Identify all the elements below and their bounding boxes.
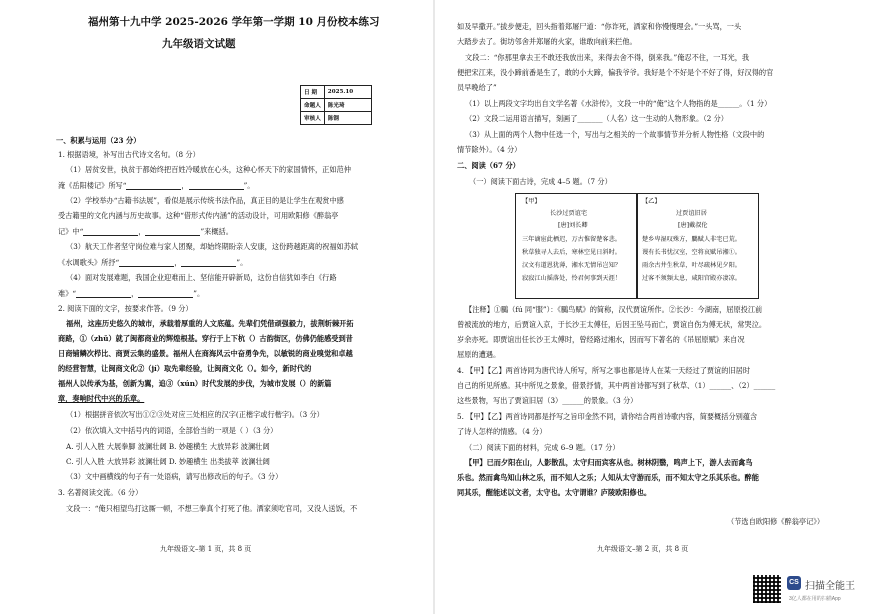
text-line: 难》“ ， ”。: [58, 289, 205, 298]
poem-line: 楚乡卑湿叹殊方，鵩赋人非宅已荒。: [642, 236, 741, 243]
text-line: （1）居贫安世，执贫于都始终把百姓冷暖放在心头，这种心怀天下的家国情怀，正如范仲: [66, 165, 351, 174]
question-3: 3. 名著阅读交流。（6 分）: [58, 488, 143, 497]
text-line: （二）阅读下面的材料，完成 6–9 题。（17 分）: [465, 443, 620, 452]
text-line: （2）学校举办“古籍书法展”，看似是展示传统书法作品，真正目的是让学生在观赏中感: [66, 196, 344, 205]
source-note: （节选自欧阳修《醉翁亭记》）: [727, 517, 825, 526]
annotation-line: 【注释】①鵩（fú 同“服”）：《鵩鸟赋》的简称，汉代贾谊所作。②长沙：今湖南，屈原投江前: [465, 305, 763, 314]
poem-line: 谩有长书忧汉室，空将哀赋吊湘①。: [642, 249, 741, 256]
text-line: 情节除外）。（4 分）: [457, 145, 522, 154]
poem-author: [唐]刘长卿: [558, 222, 588, 229]
poem-line: 寂寂江山摇落处，怜君何事到天涯！: [522, 275, 621, 282]
info-label: 日 期: [301, 86, 325, 99]
poem-divider: [636, 194, 638, 298]
option-row: C. 引人入胜 大放异彩 波澜壮阔 D. 妙趣横生 出类拔萃 波澜壮阔: [66, 457, 270, 466]
text-line: （3）航天工作者坚守岗位难与家人团聚，却始终期盼亲人安康，这份跨越距离的祝福如苏轼: [66, 242, 359, 251]
info-value: 陈光琦: [324, 99, 371, 112]
text-line: 淹《岳阳楼记》所写“ ， ”。: [58, 181, 255, 190]
poem-line: 过客不须频太息，咸阳宫殿亦凄凉。: [642, 275, 741, 282]
question-2: 2. 阅读下面的文字，按要求作答。（9 分）: [58, 304, 193, 313]
page-footer: 九年级语文–第 1 页，共 8 页: [160, 545, 252, 553]
text-line: （3）文中画横线的句子有一处语病，请写出修改后的句子。（3 分）: [66, 472, 283, 481]
text-line: 自己的所见所感。其中所见之景象，借景抒情，其中两首诗都写到了秋草、（1）______、（2）______: [457, 381, 776, 390]
text-line: （1）根据拼音依次写出①②③处对应三处相应的汉字(正楷字或行楷字)。（3 分）: [66, 410, 324, 419]
poem-box: [515, 193, 759, 299]
poem-line: 三年谪宦此栖迟，万古惟留楚客悲。: [522, 236, 621, 243]
section-heading: 一、积累与运用（23 分）: [56, 136, 141, 145]
passage-line: 福州，这座历史悠久的城市，承载着厚重的人文底蕴。先辈们凭借顽强毅力，拔荆斩棘开拓: [66, 319, 354, 328]
passage-line: 同其乐，醒能述以文者，太守也。太守谓谁？庐陵欧阳修也。: [457, 488, 652, 497]
text-line: 《水调歌头》所抒“ ， ”。: [58, 258, 248, 267]
text-line: 了诗人怎样的情感。（4 分）: [457, 427, 547, 436]
scanner-logo-icon: CS: [787, 576, 801, 590]
info-table: [300, 85, 372, 125]
passage-line: 章，奏响时代中兴的乐章。: [58, 394, 145, 403]
text-line: （2）文段二运用语言描写，刻画了_______（人名）这一生动的人物形象。（2 分）: [465, 114, 728, 123]
passage-line: 【甲】已而夕阳在山，人影散乱，太守归而宾客从也。树林阴翳，鸣声上下，游人去而禽鸟: [465, 458, 753, 467]
text-line: （3）从上面的两个人物中任选一个，写出与之相关的一个故事情节并分析人物性格（文段中的: [465, 130, 765, 139]
page-fold: [433, 0, 435, 614]
annotation-line: 曾被流放的地方，后贾谊入京，于长沙王太傅任，后因王坠马而亡，贾谊自伤为傅无状，常哭泣。: [457, 320, 767, 329]
exam-page-1: [0, 0, 432, 614]
option-row: A. 引人入胜 大展拳脚 波澜壮阔 B. 妙趣横生 大放异彩 波澜壮阔: [66, 442, 270, 451]
scanner-tagline: 3亿人都在用的扫描App: [789, 596, 841, 602]
poem-title: 过贾谊旧居: [676, 210, 707, 217]
section-heading: 二、阅读（67 分）: [457, 161, 520, 170]
text-line: 如及早撒开。”拔步便走，回头指着郑屠尸道：“你诈死，洒家和你慢慢理会。”一头骂，一头: [457, 22, 742, 31]
question-4: 4. 【甲】【乙】两首诗同为唐代诗人所写，所写之事也都是诗人在某一天经过了贾谊的旧居时: [457, 366, 751, 375]
info-label: 命题人: [301, 99, 325, 112]
poem-tag: 【乙】: [642, 198, 661, 205]
text-line: 记》中“ ， ”来概括。: [58, 227, 233, 236]
scanner-brand: 扫描全能王: [805, 581, 855, 592]
poem-line: 秋草独寻人去后，寒林空见日斜时。: [522, 249, 621, 256]
poem-title: 长沙过贾谊宅: [550, 210, 588, 217]
text-line: 这些景物，写出了贾谊旧居（3）______的景象。（3 分）: [457, 396, 638, 405]
passage-line: 的经营智慧，让闽商文化②（jí）取先辈经验，让闽商文化（）。如今，新时代的: [58, 364, 312, 373]
poem-tag: 【甲】: [522, 198, 541, 205]
annotation-line: 屈原的遭遇。: [457, 350, 501, 359]
exam-page-2: [437, 0, 870, 614]
exam-subtitle: 九年级语文试题: [162, 38, 236, 50]
text-line: 便把宋江来，没小蹄前番是生了，敢的小大蹄，偏我爷爷。我好是个不好是个不好了得，好汉得的官: [457, 68, 774, 77]
passage-line: 乐也。然而禽鸟知山林之乐，而不知人之乐；人知从太守游而乐，而不知太守之乐其乐也。醉能: [457, 473, 759, 482]
text-line: （1）以上两段文字均出自文学名著《水浒传》，文段一中的“俺”这个人物指的是______。（1 分）: [465, 99, 772, 108]
info-value: 陈钢: [324, 112, 371, 125]
question-5: 5. 【甲】【乙】两首诗同都是抒写之旨印金然不同，请你结合两首诗歌内容，简要概括分别蕴含: [457, 412, 758, 421]
passage-line: 商路，①（zhǔ）就了闽都商业的辉煌根基。穿行于上下杭（）古韵街区，仿佛仍能感受到昔: [58, 334, 353, 343]
poem-author: [唐]戴叔伦: [678, 222, 708, 229]
text-line: 受古籍里的文化内涵与历史故事。这种“借形式传内涵”的活动设计，可用欧阳修《醉翁亭: [58, 211, 339, 220]
text-line: 文段一：“俺只相望鸟打这厮一顿，不想三拳真个打死了他。洒家须吃官司，又没人送饭，不: [66, 504, 358, 513]
page-footer: 九年级语文–第 2 页，共 8 页: [597, 545, 689, 553]
exam-title: 福州第十九中学 2025-2026 学年第一学期 10 月份校本练习: [88, 16, 380, 28]
qr-code: [753, 575, 781, 603]
poem-line: 雨余古井生秋草，叶尽疏林见夕阳。: [642, 262, 741, 269]
passage-line: 日商铺鳞次栉比、商贾云集的盛景。福州人在商海风云中奋勇争先，以敏锐的商业嗅觉和卓越: [58, 349, 353, 358]
text-line: （4）面对发展难题，我国企业迎难而上、坚信能开辟新局，这份自信犹如李白《行路: [66, 273, 337, 282]
text-line: 员早晚给了”: [457, 83, 497, 92]
poem-line: 汉文有道恩犹薄，湘水无情吊岂知？: [522, 262, 621, 269]
text-line: 文段二：“你那里拿去王不敢还我放出来，来得去舍不得，倒来我。”俺忍不住，一耳光，我: [465, 53, 750, 62]
info-value: 2025.10: [324, 86, 371, 99]
info-label: 审核人: [301, 112, 325, 125]
question-1: 1. 根据语境，补写出古代诗文名句。（8 分）: [58, 150, 200, 159]
passage-line: 福州人以传承为基，创新为翼，追③（xún）时代发展的步伐，为城市发展（）的新篇: [58, 379, 332, 388]
annotation-line: 岁余亦死。即贾谊出任长沙王太傅时，曾经路过湘水，因而写下著名的《吊屈原赋》来自况: [457, 335, 745, 344]
text-line: （2）依次填入文中括号内的词语，全部恰当的一项是（ ）（3 分）: [66, 426, 278, 435]
text-line: 大踏步去了。街坊邻舍并郑屠的火家，谁敢向前来拦他。: [457, 37, 637, 46]
text-line: （一）阅读下面古诗，完成 4–5 题。（7 分）: [469, 177, 612, 186]
